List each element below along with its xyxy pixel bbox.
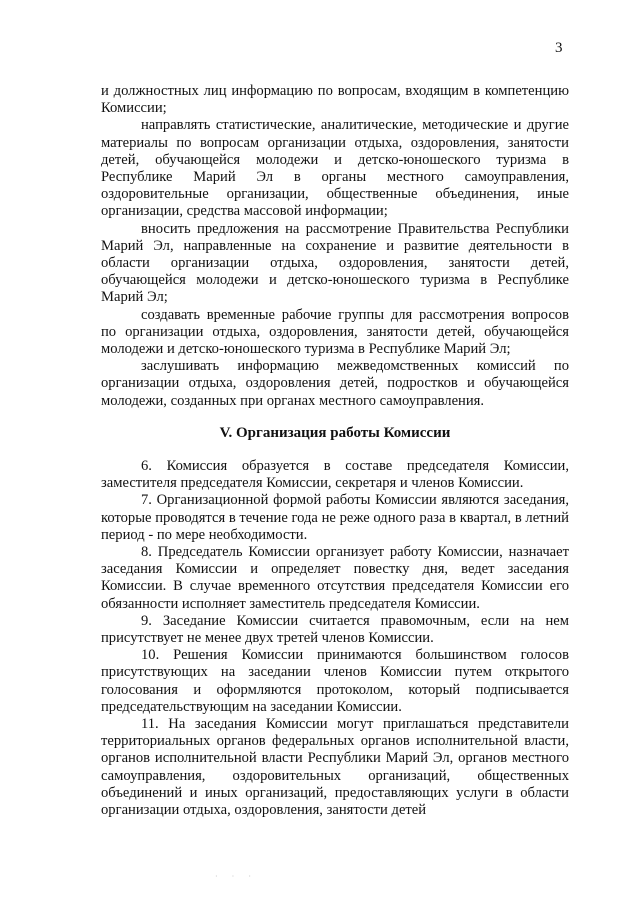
paragraph-item-7: 7. Организационной формой работы Комиссии являются заседания, которые проводятся в течение года не реже одного раза в квартал, в летний период - по мере необходимости. xyxy=(101,492,569,543)
paragraph-working-groups: создавать временные рабочие группы для рассмотрения вопросов по организации отдыха, оздоровления, занятости детей, обучающейся молодежи и детско-юношеского туризма в Республике Марий Эл; xyxy=(101,306,569,358)
paragraph-hear-information: заслушивать информацию межведомственных комиссий по организации отдыха, оздоровления детей, подростков и обучающейся молодежи, созданных при органах местного самоуправления. xyxy=(101,358,569,409)
scan-smudge-decoration: · · · xyxy=(215,872,257,881)
top-text-block xyxy=(101,83,569,410)
section-heading: V. Организация работы Комиссии xyxy=(219,425,451,441)
paragraph-item-6: 6. Комиссия образуется в составе председателя Комиссии, заместителя председателя Комиссии, секретаря и членов Комиссии. xyxy=(101,458,569,492)
paragraph-item-9: 9. Заседание Комиссии считается правомочным, если на нем присутствует не менее двух третей членов Комиссии. xyxy=(101,612,569,647)
bottom-text-block xyxy=(101,458,569,819)
paragraph-send-materials: направлять статистические, аналитические, методические и другие материалы по вопросам организации отдыха, оздоровления, занятости детей, обучающейся молодежи и детско-юношеского туризма в Республике Марий Эл в органы местного самоуправления, оздоровительные организации, общественные объединения, иные организации, средства массовой информации; xyxy=(101,117,569,220)
paragraph-item-8: 8. Председатель Комиссии организует работу Комиссии, назначает заседания Комиссии и определяет повестку дня, ведет заседания Комиссии. В случае временного отсутствия председателя Комиссии его обязанности исполняет заместитель председателя Комиссии. xyxy=(101,544,569,612)
page-number: 3 xyxy=(555,40,563,56)
paragraph-item-10: 10. Решения Комиссии принимаются большинством голосов присутствующих на заседании членов Комиссии путем открытого голосования и оформляются протоколом, который подписывается председательствующим на заседании Комиссии. xyxy=(101,647,569,715)
paragraph-continuation: и должностных лиц информацию по вопросам, входящим в компетенцию Комиссии; xyxy=(101,83,569,117)
paragraph-submit-proposals: вносить предложения на рассмотрение Правительства Республики Марий Эл, направленные на сохранение и развитие деятельности в области организации отдыха, оздоровления, занятости детей, обучающейся молодежи и детско-юношеского туризма в Республике Марий Эл; xyxy=(101,220,569,306)
paragraph-item-11: 11. На заседания Комиссии могут приглашаться представители территориальных органов федеральных органов исполнительной власти, органов исполнительной власти Республики Марий Эл, органов местного самоуправления, оздоровительных организаций, общественных объединений и иных организаций, предоставляющих услуги в области организации отдыха, оздоровления, занятости детей xyxy=(101,716,569,819)
